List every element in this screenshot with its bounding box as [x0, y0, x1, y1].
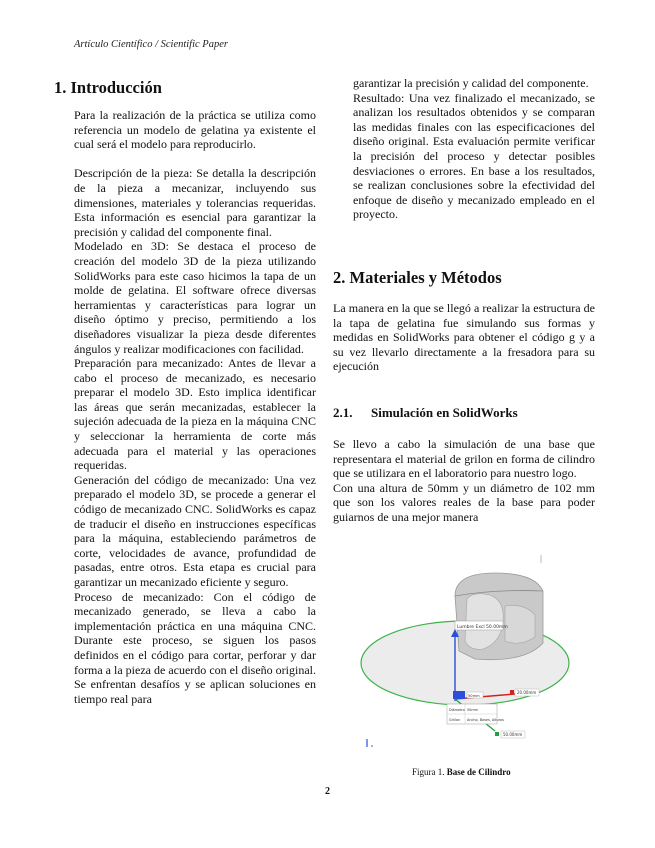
intro-paragraph-preparacion: Preparación para mecanizado: Antes de llevar a cabo el proceso de mecanizado, es necesario preparar el modelo 3D. Esto implica identificar las áreas que serán mecanizadas, establecer la sujeción adecuada de la pieza en la máquina CNC y seleccionar la herramienta de corte más adecuada para el material y las operaciones requeridas. [74, 356, 316, 473]
subsection-number: 2.1. [333, 405, 353, 420]
section-heading-materiales: 2. Materiales y Métodos [333, 268, 502, 287]
intro-paragraph-1: Para la realización de la práctica se utiliza como referencia un modelo de gelatina ya existente el cual será el modelo para reproducirlo. [74, 108, 316, 152]
cylinder-base-render [355, 551, 585, 756]
table-cell: Ancho, Bases, Alturas [467, 718, 504, 722]
simulation-block [333, 437, 595, 525]
intro-paragraph-proceso-cont: garantizar la precisión y calidad del componente. [353, 76, 589, 90]
intro-paragraph-modelado: Modelado en 3D: Se destaca el proceso de creación del modelo 3D de la pieza utilizando SolidWorks para este caso hicimos la tapa de un molde de gelatina. El software ofrece diversas herramientas y características para lograr un diseño óptimo y preciso, permitiendo a los diseñadores visualizar la pieza desde diferentes ángulos y realizar modificaciones con facilidad. [74, 239, 316, 356]
label-50mm: 50.00mm [503, 732, 523, 737]
intro-paragraph-resultado: Resultado: Una vez finalizado el mecanizado, se analizan los resultados obtenidos y se comparan las medidas finales con las especificaciones del diseño original. Esta evaluación permite verificar la precisión del proceso y detectar posibles desviaciones o errores. En base a los resultados, se realizan conclusiones sobre la efectividad del enfoque de diseño y mecanizado empleado en el proyecto. [353, 90, 595, 222]
origin-marker [453, 691, 465, 699]
figure-caption [412, 767, 511, 777]
methods-paragraph-1: La manera en la que se llegó a realizar la estructura de la tapa de gelatina fue simulando sus formas y medidas en SolidWorks para obtener el código g y a su vez llevarlo directamente a la fresadora para su ejecución [333, 301, 595, 374]
intro-paragraph-proceso: Proceso de mecanizado: Con el código de mecanizado generado, se lleva a cabo la implementación práctica en una máquina CNC. Durante este proceso, se siguen los pasos definidos en el código para cortar, perforar y dar forma a la pieza de acuerdo con el diseño original. Se enfrentan desafíos y se aplican soluciones en tiempo real para [74, 589, 316, 706]
label-20mm: 20.00mm [517, 690, 537, 695]
caption-prefix: Figura 1. [412, 767, 445, 777]
label-d: 50mm [468, 694, 480, 698]
figure-cylinder-base [355, 551, 585, 756]
left-column [74, 108, 316, 706]
simulation-paragraph-1: Se llevo a cabo la simulación de una base que representara el material de grilon en forma de cilindro que se utilizara en el laboratorio para nuestro logo. [333, 437, 595, 481]
subsection-title: Simulación en SolidWorks [371, 405, 518, 420]
caption-title: Base de Cilindro [446, 767, 511, 777]
intro-paragraph-descripcion: Descripción de la pieza: Se detalla la descripción de la pieza a mecanizar, incluyendo sus dimensiones, materiales y tolerancias requeridas. Esta información es esencial para garantizar la precisión y calidad del componente final. [74, 166, 316, 239]
page-number: 2 [325, 786, 330, 797]
table-cell: 50mm [467, 708, 478, 712]
callout-text: Lumbre Excl 50.00mm [457, 625, 508, 630]
running-header: Artículo Científico / Scientific Paper [74, 39, 228, 50]
right-column-top [353, 76, 595, 222]
table-cell: Grillon [449, 718, 461, 722]
section-heading-introduccion: 1. Introducción [54, 78, 162, 97]
table-cell: Diámetro [449, 708, 465, 712]
methods-block [333, 301, 595, 374]
intro-paragraph-generacion: Generación del código de mecanizado: Una vez preparado el modelo 3D, se procede a generar el código de mecanizado CNC. SolidWorks es capaz de traducir el diseño en instrucciones específicas para la máquina, estableciendo parámetros de corte, velocidades de avance, profundidad de pasadas, entre otros. Esta etapa es crucial para garantizar un mecanizado eficiente y seguro. [74, 472, 316, 589]
simulation-paragraph-2: Con una altura de 50mm y un diámetro de 102 mm que son los valores reales de la base para poder guiarnos de una mejor manera [333, 480, 595, 524]
